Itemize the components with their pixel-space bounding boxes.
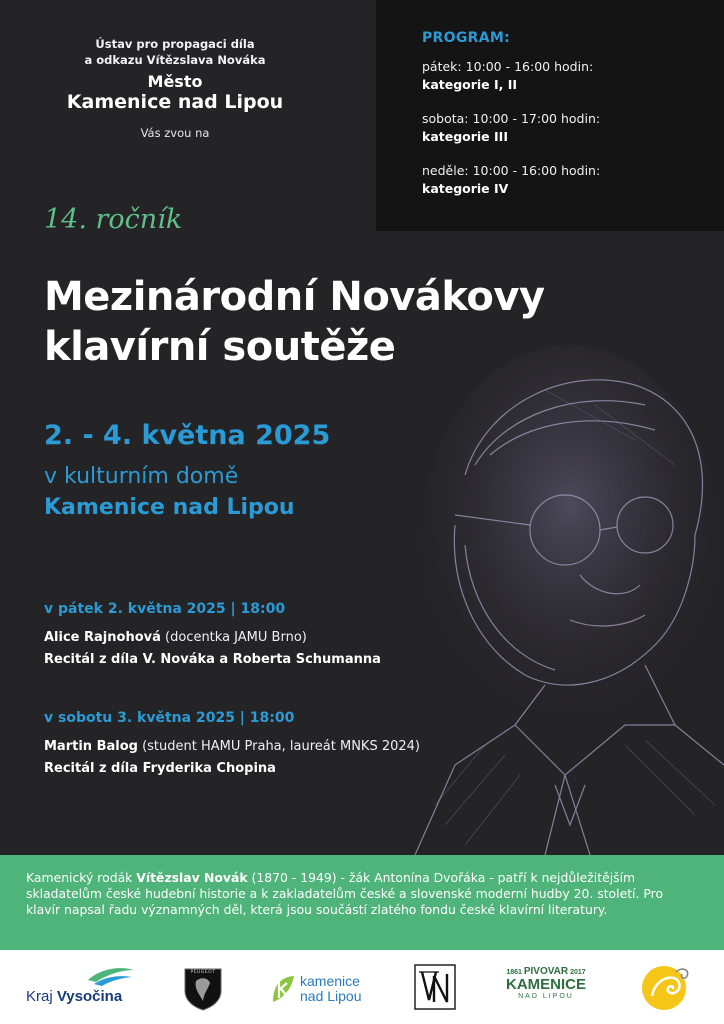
sponsor-logos (0, 950, 724, 1024)
performer-name: Alice Rajnohová (44, 630, 161, 645)
program-box (376, 0, 724, 231)
program-category-friday: kategorie I, II (422, 77, 518, 92)
program-category-sunday: kategorie IV (422, 181, 509, 196)
pivovar-year-end: 2017 (570, 969, 586, 976)
event-date: v pátek 2. května 2025 | 18:00 (44, 601, 286, 617)
institute-line-1: Ústav pro propagaci díla (95, 37, 255, 51)
vn-monogram-icon (414, 964, 456, 1010)
kraj-vysocina-swoosh-icon (26, 964, 141, 986)
program-day-friday: pátek: 10:00 - 16:00 hodin: (422, 59, 594, 74)
kraj-vysocina-logo (26, 964, 141, 1008)
competition-title (44, 272, 704, 372)
event-performer-line (44, 736, 484, 758)
city-name: Kamenice nad Lipou (66, 91, 284, 113)
composer-name: Vítězslav Novák (136, 870, 248, 885)
title-line-1: Mezinárodní Novákovy (44, 274, 545, 320)
venue-line-1: v kulturním domě (44, 464, 239, 489)
composer-bio-band (0, 855, 724, 950)
peugeot-wordmark: PEUGEOT (190, 970, 216, 975)
violin-scroll-icon (640, 962, 692, 1012)
event-date: v sobotu 3. května 2025 | 18:00 (44, 710, 295, 726)
pivovar-word: PIVOVAR (523, 966, 569, 977)
bio-intro: Kamenický rodák (26, 870, 137, 885)
title-line-2: klavírní soutěže (44, 324, 396, 370)
nad-lipou-word: nad Lipou (300, 988, 362, 1004)
performer-name: Martin Balog (44, 739, 138, 754)
bio-body: (1870 - 1949) - žák Antonína Dvořáka - patří k nejdůležitějším skladatelům české hudební historie a k zakladatelům české a slovenské moderní hudby 20. století. Pro klavír napsal řadu významných děl, která jsou součástí zlatého fondu české klavírní literatury. (26, 870, 664, 917)
invite-text: Vás zvou na (140, 126, 210, 140)
program-title: PROGRAM: (422, 30, 510, 46)
pivovar-kamenice-logo (498, 966, 594, 1010)
vysocina-word: Vysočina (56, 988, 123, 1005)
event-performer-line (44, 627, 484, 649)
event-friday (44, 601, 484, 671)
institute-line-2: a odkazu Vítězslava Nováka (84, 53, 266, 67)
mesto-label: Město (147, 72, 203, 91)
venue-line-2: Kamenice nad Lipou (44, 495, 295, 520)
performer-note: (docentka JAMU Brno) (160, 630, 307, 645)
kamenice-word: kamenice (300, 973, 360, 989)
vn-monogram-logo (414, 964, 456, 1010)
pivovar-sub: NAD LIPOU (518, 993, 574, 1000)
edition-label: 14. ročník (44, 204, 183, 235)
program-day-saturday: sobota: 10:00 - 17:00 hodin: (422, 111, 601, 126)
peugeot-logo (182, 965, 224, 1011)
program-day-sunday: neděle: 10:00 - 16:00 hodin: (422, 163, 601, 178)
event-recital: Recitál z díla Fryderika Chopina (44, 761, 276, 776)
kamenice-k-leaf-icon (270, 974, 296, 1004)
kraj-word: Kraj (26, 988, 53, 1005)
event-recital: Recitál z díla V. Nováka a Roberta Schumanna (44, 652, 381, 667)
organizers-block (30, 36, 320, 140)
violin-scroll-logo (640, 962, 692, 1012)
program-category-saturday: kategorie III (422, 129, 508, 144)
pivovar-name: KAMENICE (505, 976, 586, 993)
pivovar-year-start: 1861 (506, 969, 522, 976)
kamenice-nad-lipou-logo (270, 972, 375, 1008)
event-saturday (44, 710, 484, 780)
performer-note: (student HAMU Praha, laureát MNKS 2024) (137, 739, 420, 754)
composer-bio-text (26, 870, 700, 918)
competition-dates: 2. - 4. května 2025 (44, 420, 331, 451)
